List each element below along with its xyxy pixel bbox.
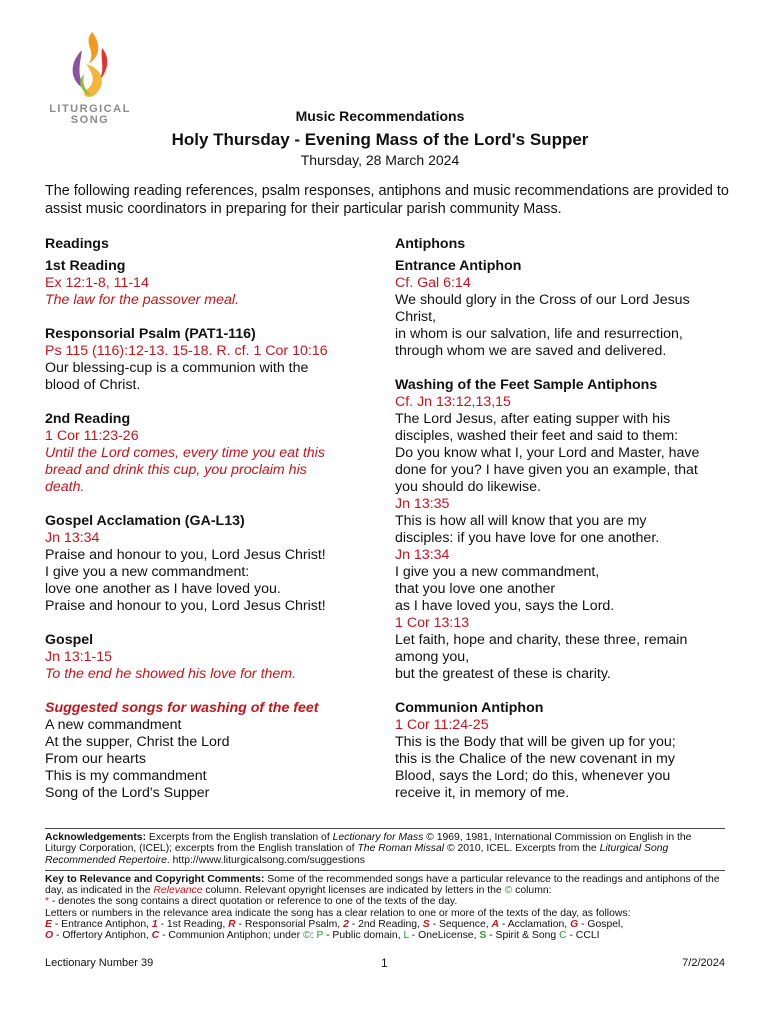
- communion-title: Communion Antiphon: [395, 700, 544, 716]
- readings-column: [45, 236, 375, 819]
- logo-line-2: SONG: [70, 114, 110, 126]
- readings-heading: Readings: [45, 236, 109, 252]
- second-reading-title: 2nd Reading: [45, 411, 131, 427]
- code-text: - Entrance Antiphon,: [51, 919, 152, 931]
- code-text: - 2nd Reading,: [348, 919, 423, 931]
- entrance-line: We should glory in the Cross of our Lord Jesus: [395, 292, 690, 308]
- copyright-symbol: ©: [303, 930, 311, 942]
- antiphons-heading: Antiphons: [395, 236, 466, 252]
- first-reading-summary: The law for the passover meal.: [45, 292, 239, 308]
- suggested-songs: [45, 700, 375, 802]
- license-letter: L: [403, 930, 409, 942]
- washing-line: among you,: [395, 649, 470, 665]
- license-letter: C: [559, 930, 567, 942]
- washing-ref: Jn 13:35: [395, 496, 450, 512]
- license-letter: P: [316, 930, 324, 942]
- key-text: Relevance: [153, 885, 203, 897]
- lectionary-number: Lectionary Number 39: [45, 957, 154, 969]
- acknowledgements: [45, 829, 725, 870]
- washing-line: This is how all will know that you are my: [395, 513, 647, 529]
- song-item: This is my commandment: [45, 768, 207, 784]
- entrance-line: through whom we are saved and delivered.: [395, 343, 667, 359]
- entrance-ref: Cf. Gal 6:14: [395, 275, 471, 291]
- washing-title: Washing of the Feet Sample Antiphons: [395, 377, 658, 393]
- code-text: - 1st Reading,: [157, 919, 229, 931]
- ack-text: . http://www.liturgicalsong.com/suggestions: [166, 854, 365, 866]
- code-letter: E: [45, 919, 52, 931]
- second-reading-line: Until the Lord comes, every time you eat this: [45, 445, 325, 461]
- psalm-title: Responsorial Psalm (PAT1-116): [45, 326, 256, 342]
- psalm-line: blood of Christ.: [45, 377, 141, 393]
- entrance-line: Christ,: [395, 309, 436, 325]
- washing-ref: Jn 13:34: [395, 547, 450, 563]
- gospel: [45, 632, 375, 683]
- acclamation-line: Praise and honour to you, Lord Jesus Christ!: [45, 598, 326, 614]
- ack-text: © 1969, 1981, International Commission on English in the Liturgy Corporation, (ICEL); excerpts from the English translation of: [45, 832, 692, 855]
- ack-text: © 2010, ICEL. Excerpts from the: [444, 843, 600, 855]
- page-date: Thursday, 28 March 2024: [300, 152, 460, 168]
- license-text: - Spirit & Song: [486, 930, 560, 942]
- washing-line: but the greatest of these is charity.: [395, 666, 611, 682]
- washing-line: disciples: if you have love for one another.: [395, 530, 660, 546]
- ack-label: Acknowledgements:: [45, 832, 147, 843]
- page-title: Holy Thursday - Evening Mass of the Lord's Supper: [171, 130, 589, 149]
- license-letter: S: [479, 930, 487, 942]
- acclamation-title: Gospel Acclamation (GA-L13): [45, 513, 245, 529]
- psalm-line: Our blessing-cup is a communion with the: [45, 360, 309, 376]
- code-text: - Offertory Antiphon,: [53, 930, 152, 942]
- gospel-title: Gospel: [45, 632, 94, 648]
- flame-logo-icon: [62, 30, 118, 102]
- communion-line: This is the Body that will be given up for you;: [395, 734, 676, 750]
- first-reading-ref: Ex 12:1-8, 11-14: [45, 275, 149, 291]
- acclamation-line: I give you a new commandment:: [45, 564, 250, 580]
- copyright-symbol: ©: [504, 885, 513, 897]
- code-letter: G: [570, 919, 579, 931]
- song-item: At the supper, Christ the Lord: [45, 734, 230, 750]
- key-text: Letters or numbers in the relevance area indicate the song has a clear relation to one or more of the texts of the day, as follows:: [45, 907, 631, 919]
- song-item: From our hearts: [45, 751, 146, 767]
- code-text: - Sequence,: [429, 919, 492, 931]
- code-text: - Gospel,: [578, 919, 624, 931]
- acclamation-line: Praise and honour to you, Lord Jesus Christ!: [45, 547, 326, 563]
- song-item: A new commandment: [45, 717, 182, 733]
- license-text: - Public domain,: [323, 930, 404, 942]
- code-letter: A: [491, 919, 500, 931]
- washing-line: Do you know what I, your Lord and Master, have: [395, 445, 700, 461]
- second-reading: [45, 411, 375, 496]
- first-reading-title: 1st Reading: [45, 258, 126, 274]
- suggested-songs-title: Suggested songs for washing of the feet: [45, 700, 319, 716]
- gospel-ref: Jn 13:1-15: [45, 649, 113, 665]
- communion-antiphon: [395, 700, 740, 802]
- page-number: 1: [381, 956, 388, 970]
- second-reading-ref: 1 Cor 11:23-26: [45, 428, 139, 444]
- second-reading-line: death.: [45, 479, 85, 495]
- washing-line: that you love one another: [395, 581, 556, 597]
- washing-ref: Cf. Jn 13:12,13,15: [395, 394, 511, 410]
- key-label: Key to Relevance and Copyright Comments:: [45, 873, 265, 885]
- code-letter: O: [45, 930, 54, 942]
- responsorial-psalm: [45, 326, 375, 394]
- washing-antiphons: [395, 377, 740, 683]
- second-reading-line: bread and drink this cup, you proclaim his: [45, 462, 307, 478]
- intro-paragraph: The following reading references, psalm responses, antiphons and music recommendations are provided to assist music coordinators in preparing for their particular parish community Mass.: [45, 183, 729, 217]
- code-letter: R: [228, 919, 236, 931]
- key-text: Some of the recommended songs have a particular relevance to the readings and antiphons of the day, as indicated in the: [45, 873, 720, 897]
- gospel-summary: To the end he showed his love for them.: [45, 666, 297, 682]
- washing-ref: 1 Cor 13:13: [395, 615, 470, 631]
- license-text: - CCLI: [566, 930, 600, 942]
- ack-text: Liturgical Song Recommended Repertoire: [45, 843, 669, 866]
- washing-line: you should do likewise.: [395, 479, 541, 495]
- washing-line: as I have loved you, says the Lord.: [395, 598, 615, 614]
- gospel-acclamation: [45, 513, 375, 615]
- key-text: - denotes the song contains a direct quotation or reference to one of the texts of the day.: [49, 896, 458, 908]
- logo-line-1: LITURGICAL: [49, 103, 131, 115]
- acclamation-ref: Jn 13:34: [45, 530, 100, 546]
- song-item: Song of the Lord's Supper: [45, 785, 210, 801]
- code-text: - Communion Antiphon; under: [159, 930, 304, 942]
- entrance-antiphon: [395, 258, 740, 360]
- entrance-line: in whom is our salvation, life and resurrection,: [395, 326, 683, 342]
- ack-text: The Roman Missal: [357, 843, 445, 855]
- communion-line: Blood, says the Lord; do this, whenever you: [395, 768, 671, 784]
- washing-line: disciples, washed their feet and said to them:: [395, 428, 679, 444]
- ack-text: Lectionary for Mass: [332, 832, 424, 843]
- footer-date: 7/2/2024: [682, 957, 725, 969]
- entrance-title: Entrance Antiphon: [395, 258, 522, 274]
- footer-notes: [45, 828, 725, 942]
- license-text: - OneLicense,: [408, 930, 480, 942]
- first-reading: [45, 258, 375, 309]
- key-text: column. Relevant opyright licenses are indicated by letters in the: [202, 885, 505, 897]
- relevance-key: Key to Relevance and Copyright Comments: Some of the recommended songs have a particular relevance to the readings and antiphons of the day, as indicated in the Relevance column. Relevant opyright licenses are indicated by letters in the © column: * - denotes the song contains a direct quotation or reference to one of the texts of the day. Letters or numbers in the relevance area indicate the song has a clear relation to one or more of the texts of the day, as follows: E - Entrance Antiphon, 1 - 1st Reading, R - Responsorial Psalm, 2 - 2nd Reading, S - Sequence, A - Acclamation, G - Gospel, O - Offertory Antiphon, C - Communion Antiphon; under ©: P - Public domain, L - OneLicense, S - Spirit & Song C - CCLI: [45, 870, 725, 942]
- code-letter: 1: [151, 919, 158, 931]
- code-letter: 2: [343, 919, 349, 931]
- psalm-ref: Ps 115 (116):12-13. 15-18. R. cf. 1 Cor 10:16: [45, 343, 328, 359]
- washing-line: I give you a new commandment,: [395, 564, 600, 580]
- acclamation-line: love one another as I have loved you.: [45, 581, 281, 597]
- washing-line: The Lord Jesus, after eating supper with his: [395, 411, 671, 427]
- washing-line: Let faith, hope and charity, these three, remain: [395, 632, 688, 648]
- liturgical-song-logo: [40, 30, 140, 126]
- page-header: [150, 107, 610, 169]
- ack-text: Excerpts from the English translation of: [146, 832, 333, 843]
- key-text: column:: [512, 885, 552, 897]
- code-letter: C: [151, 930, 160, 942]
- communion-ref: 1 Cor 11:24-25: [395, 717, 489, 733]
- communion-line: receive it, in memory of me.: [395, 785, 570, 801]
- antiphons-column: [395, 236, 740, 819]
- star-symbol: *: [45, 896, 50, 908]
- washing-line: done for you? I have given you an example, that: [395, 462, 698, 478]
- header-kicker: Music Recommendations: [295, 108, 465, 124]
- code-text: - Acclamation,: [499, 919, 571, 931]
- code-letter: S: [422, 919, 430, 931]
- communion-line: this is the Chalice of the new covenant in my: [395, 751, 675, 767]
- code-text: - Responsorial Psalm,: [235, 919, 344, 931]
